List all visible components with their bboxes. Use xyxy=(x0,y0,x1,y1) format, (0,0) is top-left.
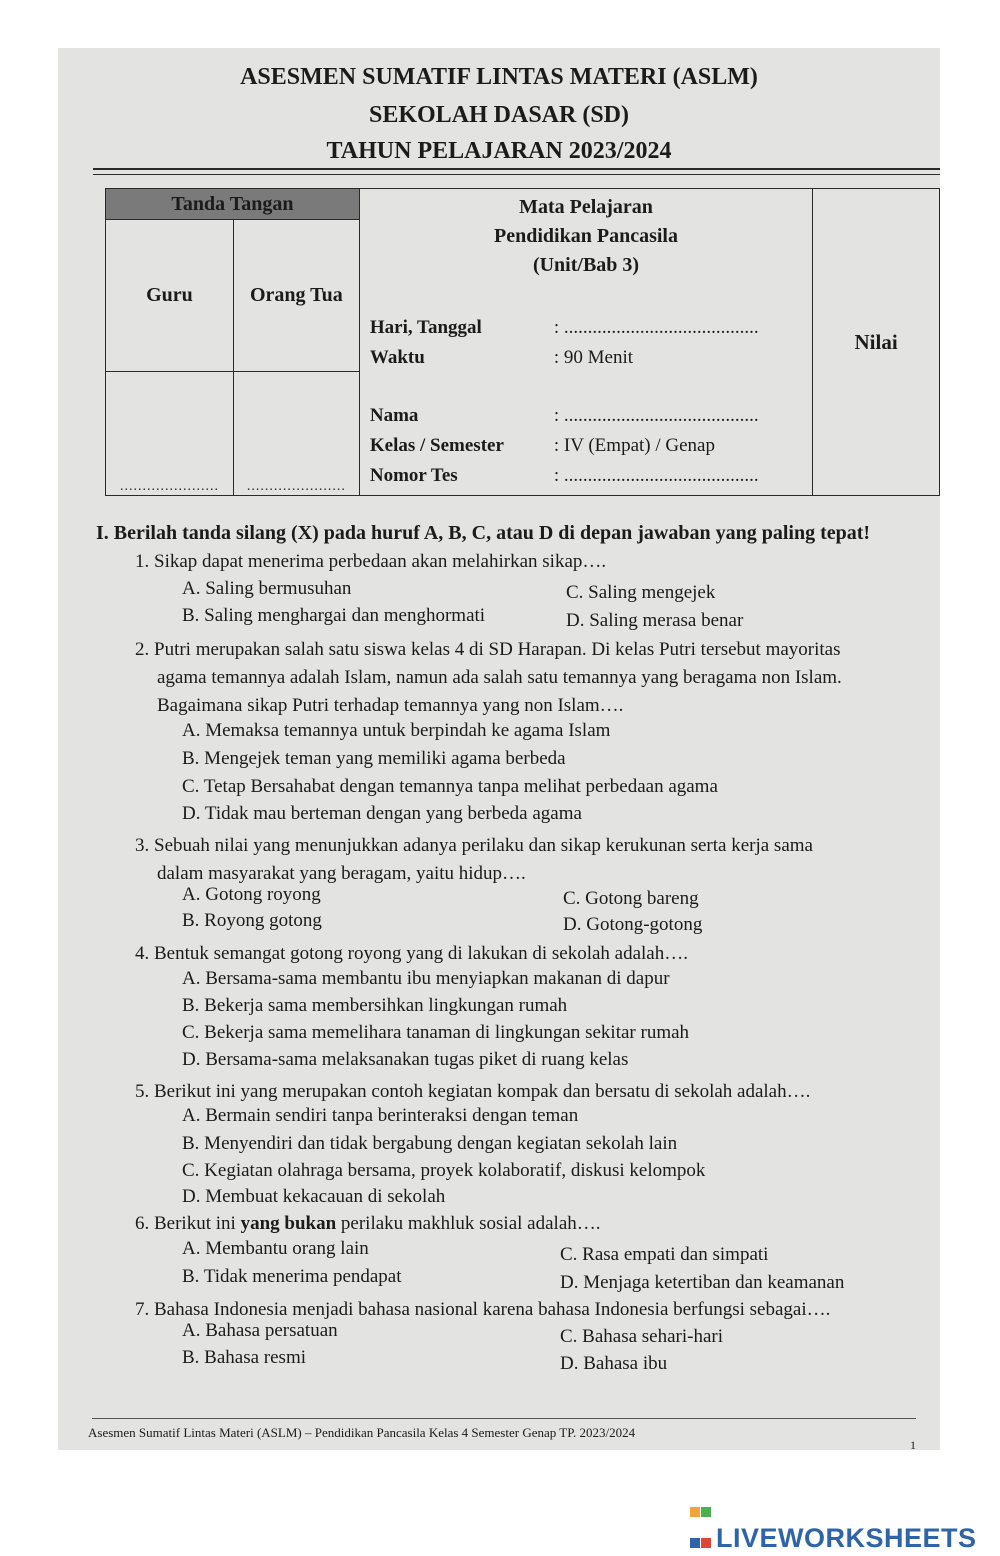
q3-option-d[interactable]: D. Gotong-gotong xyxy=(563,914,703,935)
mapel-label: Mata Pelajaran xyxy=(519,196,653,218)
q4-option-c[interactable]: C. Bekerja sama memelihara tanaman di lingkungan sekitar rumah xyxy=(182,1022,690,1043)
q2-option-d[interactable]: D. Tidak mau berteman dengan yang berbeda agama xyxy=(182,803,582,824)
q5-option-d[interactable]: D. Membuat kekacauan di sekolah xyxy=(182,1186,446,1207)
q3-option-c[interactable]: C. Gotong bareng xyxy=(563,888,699,909)
guru-signature-line[interactable]: ...................... xyxy=(106,372,234,496)
question-4: 4. Bentuk semangat gotong royong yang di lakukan di sekolah adalah…. xyxy=(135,943,688,964)
q7-option-b[interactable]: B. Bahasa resmi xyxy=(182,1347,307,1368)
footer-divider xyxy=(92,1418,916,1419)
q1-option-a[interactable]: A. Saling bermusuhan xyxy=(182,578,352,599)
field-waktu: Waktu : 90 Menit xyxy=(369,347,634,368)
tanda-tangan-header: Tanda Tangan xyxy=(106,189,360,220)
header-line-2: SEKOLAH DASAR (SD) xyxy=(368,102,630,128)
footer-text: Asesmen Sumatif Lintas Materi (ASLM) – Pendidikan Pancasila Kelas 4 Semester Genap TP. 2023/2024 xyxy=(88,1425,636,1440)
field-hari-tanggal: Hari, Tanggal : ......................................... xyxy=(369,317,759,338)
q2-option-b[interactable]: B. Mengejek teman yang memiliki agama berbeda xyxy=(182,748,566,769)
q5-option-a[interactable]: A. Bermain sendiri tanpa berinteraksi dengan teman xyxy=(182,1105,579,1126)
question-3: 3. Sebuah nilai yang menunjukkan adanya perilaku dan sikap kerukunan serta kerja sama dalam masyarakat yang beragam, yaitu hidup…. xyxy=(135,835,813,884)
question-1: 1. Sikap dapat menerima perbedaan akan melahirkan sikap…. xyxy=(135,551,607,572)
q4-option-a[interactable]: A. Bersama-sama membantu ibu menyiapkan makanan di dapur xyxy=(182,968,670,989)
q6-option-b[interactable]: B. Tidak menerima pendapat xyxy=(182,1266,402,1287)
orang-tua-label: Orang Tua xyxy=(233,220,359,372)
field-nomor-tes: Nomor Tes : ......................................... xyxy=(369,465,759,486)
field-nama: Nama : ......................................... xyxy=(369,405,759,426)
nilai-box: Nilai xyxy=(813,189,940,496)
nama-input[interactable]: : ......................................... xyxy=(553,405,759,426)
q2-option-c[interactable]: C. Tetap Bersahabat dengan temannya tanpa melihat perbedaan agama xyxy=(182,776,718,797)
nomor-tes-input[interactable]: : ......................................... xyxy=(553,465,759,486)
q7-option-a[interactable]: A. Bahasa persatuan xyxy=(182,1320,338,1341)
worksheet-page xyxy=(58,48,940,1450)
q5-option-c[interactable]: C. Kegiatan olahraga bersama, proyek kolaboratif, diskusi kelompok xyxy=(182,1160,706,1181)
question-2: 2. Putri merupakan salah satu siswa kelas 4 di SD Harapan. Di kelas Putri tersebut mayoritas agama temannya adalah Islam, namun ada salah satu temannya yang beragama non Islam. Bagaimana sikap Putri terhadap temannya yang non Islam…. xyxy=(135,639,842,716)
q2-option-a[interactable]: A. Memaksa temannya untuk berpindah ke agama Islam xyxy=(182,720,611,741)
mapel-name: Pendidikan Pancasila xyxy=(494,225,678,247)
q4-option-d[interactable]: D. Bersama-sama melaksanakan tugas piket di ruang kelas xyxy=(182,1049,629,1070)
header-divider xyxy=(93,168,940,170)
unit-label: (Unit/Bab 3) xyxy=(532,254,640,276)
q7-option-c[interactable]: C. Bahasa sehari-hari xyxy=(560,1326,724,1347)
q7-option-d[interactable]: D. Bahasa ibu xyxy=(560,1353,668,1374)
q3-option-a[interactable]: A. Gotong royong xyxy=(182,884,321,905)
guru-label: Guru xyxy=(106,220,234,372)
header-line-3: TAHUN PELAJARAN 2023/2024 xyxy=(326,138,672,164)
header-divider-thin xyxy=(93,174,940,175)
liveworksheets-logo: LIVEWORKSHEETS xyxy=(690,1494,977,1554)
q6-option-a[interactable]: A. Membantu orang lain xyxy=(182,1238,369,1259)
orang-tua-signature-line[interactable]: ...................... xyxy=(233,372,359,496)
q1-option-b[interactable]: B. Saling menghargai dan menghormati xyxy=(182,605,486,626)
q1-option-c[interactable]: C. Saling mengejek xyxy=(566,582,716,603)
liveworksheets-icon xyxy=(690,1494,712,1516)
page-number: 1 xyxy=(910,1438,916,1452)
field-kelas-semester: Kelas / Semester : IV (Empat) / Genap xyxy=(369,435,715,456)
question-6: 6. Berikut ini yang bukan perilaku makhluk sosial adalah…. xyxy=(135,1213,601,1234)
hari-tanggal-input[interactable]: : ......................................... xyxy=(553,317,759,338)
q3-option-b[interactable]: B. Royong gotong xyxy=(182,910,322,931)
q6-option-c[interactable]: C. Rasa empati dan simpati xyxy=(560,1244,769,1265)
student-info-table xyxy=(105,188,940,496)
instruction: I. Berilah tanda silang (X) pada huruf A, B, C, atau D di depan jawaban yang paling tepat! xyxy=(96,522,871,544)
header-line-1: ASESMEN SUMATIF LINTAS MATERI (ASLM) xyxy=(240,64,758,90)
q1-option-d[interactable]: D. Saling merasa benar xyxy=(566,610,744,631)
question-5: 5. Berikut ini yang merupakan contoh kegiatan kompak dan bersatu di sekolah adalah…. xyxy=(135,1081,811,1102)
q4-option-b[interactable]: B. Bekerja sama membersihkan lingkungan rumah xyxy=(182,995,568,1016)
question-7: 7. Bahasa Indonesia menjadi bahasa nasional karena bahasa Indonesia berfungsi sebagai…. xyxy=(135,1299,831,1320)
q6-option-d[interactable]: D. Menjaga ketertiban dan keamanan xyxy=(560,1272,845,1293)
q5-option-b[interactable]: B. Menyendiri dan tidak bergabung dengan kegiatan sekolah lain xyxy=(182,1133,678,1154)
exam-details xyxy=(359,189,812,496)
